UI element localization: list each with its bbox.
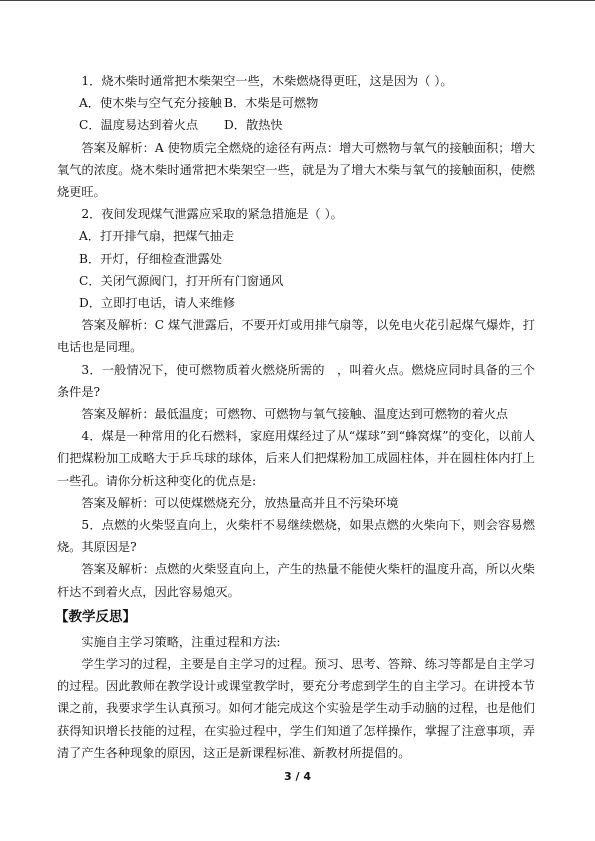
q2-option-b: B．开灯，仔细检查泄露处 xyxy=(79,251,223,266)
q3-stem: 3．一般情况下，使可燃物质着火燃烧所需的 ，叫着火点。燃烧应同时具备的三个条件是? xyxy=(57,362,535,399)
q4-stem: 4．煤是一种常用的化石燃料，家庭用煤经过了从“煤球”到“蜂窝煤”的变化，以前人们把煤粉加工成略大于乒乓球的球体，后来人们把煤粉加工成圆柱体，并在圆柱体内打上一些孔。请你分析这种变化的优点是: xyxy=(57,429,535,488)
q1-options-cd xyxy=(57,114,535,136)
document-body xyxy=(57,70,535,764)
reflection-heading: 【教学反思】 xyxy=(55,608,136,625)
q1-option-b: B．木柴是可燃物 xyxy=(224,96,319,111)
q5-answer: 答案及解析：点燃的火柴竖直向上，产生的热量不能使火柴杆的温度升高，所以火柴杆达不到着火点，因此容易熄灭。 xyxy=(57,562,535,599)
q1-option-d: D．散热快 xyxy=(224,118,283,133)
reflection-paragraph-2: 学生学习的过程，主要是自主学习的过程。预习、思考、答辩、练习等都是自主学习的过程。因此教师在教学设计或课堂教学时，要充分考虑到学生的自主学习。在讲授本节课之前，我要求学生认真预习。如何才能完成这个实验是学生动手动脑的过程，也是他们获得知识增长技能的过程，在实验过程中，学生们知道了怎样操作，掌握了注意事项，弄清了产生各种现象的原因，这正是新课程标准、新教材所提倡的。 xyxy=(57,657,535,760)
q3-answer: 答案及解析：最低温度；可燃物、可燃物与氧气接触、温度达到可燃物的着火点 xyxy=(81,407,508,422)
page-number: 3 / 4 xyxy=(284,770,311,783)
q2-option-c: C．关闭气源阀门，打开所有门窗通风 xyxy=(79,273,284,288)
q1-answer: 答案及解析：A 使物质完全燃烧的途径有两点：增大可燃物与氧气的接触面积；增大氧气的浓度。烧木柴时通常把木柴架空一些，就是为了增大木柴与氧气的接触面积，使燃烧更旺。 xyxy=(57,140,535,200)
q2-answer: 答案及解析：C 煤气泄露后，不要开灯或用排气扇等，以免电火花引起煤气爆炸，打电话也是同理。 xyxy=(57,318,535,355)
q2-option-a: A．打开排气扇，把煤气抽走 xyxy=(79,229,235,244)
q2-option-d: D．立即打电话，请人来维修 xyxy=(79,296,236,311)
q1-option-c: C．温度易达到着火点 xyxy=(79,118,199,133)
reflection-paragraph-1: 实施自主学习策略，注重过程和方法: xyxy=(81,634,281,649)
q1-option-a: A．使木柴与空气充分接触 xyxy=(79,96,222,111)
q4-answer: 答案及解析：可以使煤燃烧充分，放热量高并且不污染环境 xyxy=(81,495,399,510)
q2-stem: 2．夜间发现煤气泄露应采取的紧急措施是（ ）。 xyxy=(81,207,343,222)
q5-stem: 5．点燃的火柴竖直向上，火柴杆不易继续燃烧，如果点燃的火柴向下，则会容易燃烧。其原因是? xyxy=(57,518,535,555)
q1-stem: 1．烧木柴时通常把木柴架空一些，木柴燃烧得更旺，这是因为（ ）。 xyxy=(81,74,453,88)
top-border-line xyxy=(0,0,595,1)
q1-options-ab xyxy=(57,92,535,114)
